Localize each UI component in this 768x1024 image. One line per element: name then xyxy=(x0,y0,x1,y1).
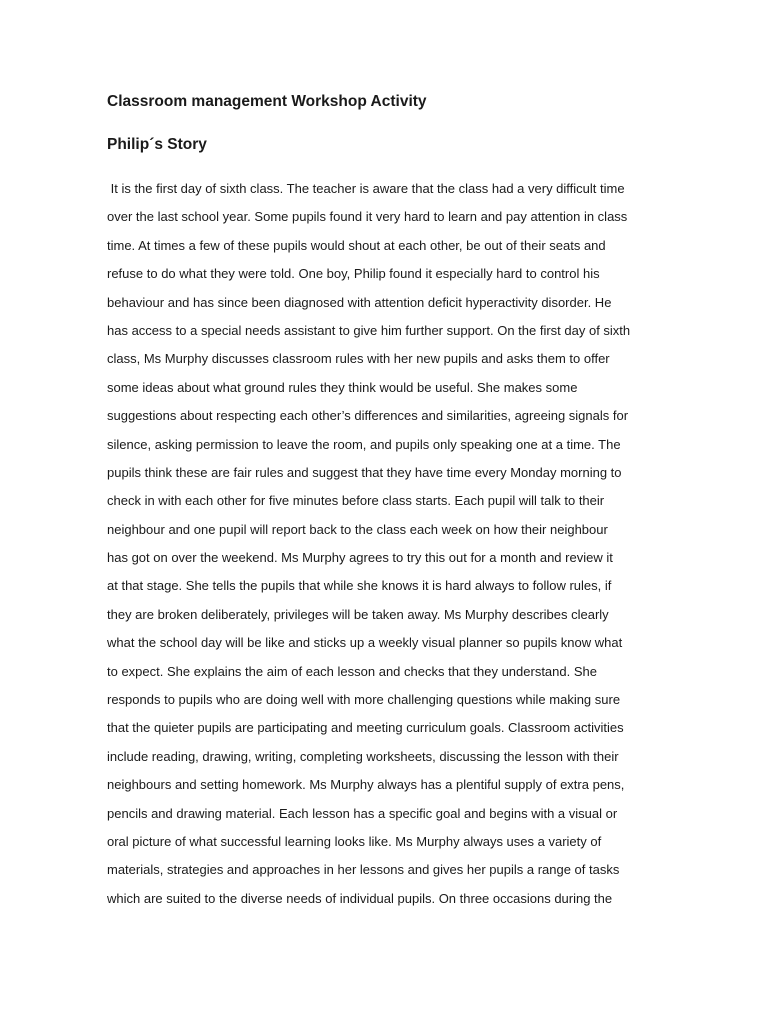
body-line: include reading, drawing, writing, completing worksheets, discussing the lesson with their xyxy=(107,748,619,764)
story-body xyxy=(107,175,667,913)
body-line: at that stage. She tells the pupils that while she knows it is hard always to follow rules, if xyxy=(107,578,612,594)
body-line: what the school day will be like and sticks up a weekly visual planner so pupils know what xyxy=(107,635,623,651)
body-line: which are suited to the diverse needs of individual pupils. On three occasions during the xyxy=(107,890,613,906)
body-line: to expect. She explains the aim of each lesson and checks that they understand. She xyxy=(107,663,597,679)
document-title: Classroom management Workshop Activity xyxy=(107,93,427,110)
body-line: has access to a special needs assistant to give him further support. On the first day of sixth xyxy=(107,322,631,338)
story-title: Philip´s Story xyxy=(107,136,207,153)
body-line: pupils think these are fair rules and suggest that they have time every Monday morning to xyxy=(107,464,622,480)
body-line: materials, strategies and approaches in her lessons and gives her pupils a range of tasks xyxy=(107,862,620,878)
body-line: class, Ms Murphy discusses classroom rules with her new pupils and asks them to offer xyxy=(107,351,610,367)
body-line: that the quieter pupils are participating and meeting curriculum goals. Classroom activities xyxy=(107,720,624,736)
body-line: neighbour and one pupil will report back to the class each week on how their neighbour xyxy=(107,521,608,537)
body-line: time. At times a few of these pupils would shout at each other, be out of their seats and xyxy=(107,237,606,253)
body-line: behaviour and has since been diagnosed with attention deficit hyperactivity disorder. He xyxy=(107,294,612,310)
body-line: over the last school year. Some pupils found it very hard to learn and pay attention in class xyxy=(107,209,628,225)
body-line: some ideas about what ground rules they think would be useful. She makes some xyxy=(107,379,578,395)
body-line: check in with each other for five minutes before class starts. Each pupil will talk to their xyxy=(107,493,605,509)
body-line: silence, asking permission to leave the room, and pupils only speaking one at a time. The xyxy=(107,436,621,452)
body-line: pencils and drawing material. Each lesson has a specific goal and begins with a visual or xyxy=(107,805,618,821)
body-line: suggestions about respecting each other’s differences and similarities, agreeing signals for xyxy=(107,408,629,424)
body-line: responds to pupils who are doing well with more challenging questions while making sure xyxy=(107,692,621,708)
document-content xyxy=(107,90,667,913)
body-line: oral picture of what successful learning looks like. Ms Murphy always uses a variety of xyxy=(107,833,602,849)
body-line: refuse to do what they were told. One boy, Philip found it especially hard to control his xyxy=(107,266,600,282)
body-line: they are broken deliberately, privileges will be taken away. Ms Murphy describes clearly xyxy=(107,606,609,622)
body-line: It is the first day of sixth class. The teacher is aware that the class had a very difficult time xyxy=(107,181,625,196)
body-line: neighbours and setting homework. Ms Murphy always has a plentiful supply of extra pens, xyxy=(107,777,625,793)
body-line: has got on over the weekend. Ms Murphy agrees to try this out for a month and review it xyxy=(107,550,613,566)
